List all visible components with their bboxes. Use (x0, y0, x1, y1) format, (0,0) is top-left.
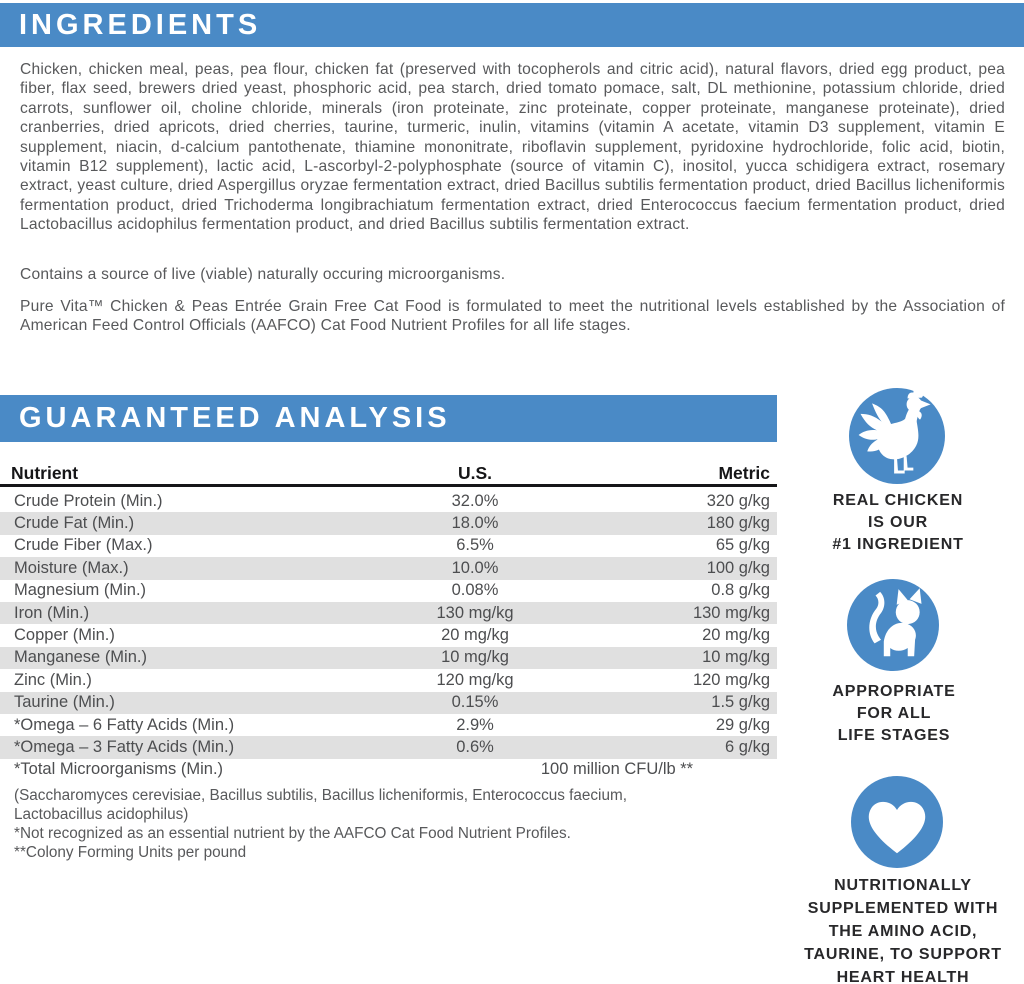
caption-line: NUTRITIONALLY (834, 877, 972, 894)
caption-line: HEART HEALTH (836, 969, 970, 984)
nutrient-cell: Copper (Min.) (14, 626, 115, 645)
us-value-cell: 18.0% (451, 514, 499, 533)
us-value-cell: 32.0% (451, 491, 499, 510)
us-value-cell: 0.15% (451, 693, 499, 712)
contains-note: Contains a source of live (viable) naturally occuring microorganisms. (20, 266, 506, 283)
table-row (0, 736, 777, 758)
footnote: *Not recognized as an essential nutrient by the AAFCO Cat Food Nutrient Profiles. (14, 825, 571, 842)
guaranteed-analysis-title: GUARANTEED ANALYSIS (19, 402, 451, 434)
caption-line: FOR ALL (856, 705, 932, 722)
table-row (0, 535, 777, 557)
caption-line: SUPPLEMENTED WITH (807, 900, 999, 917)
caption-line: THE AMINO ACID, (828, 923, 978, 940)
table-row (0, 624, 777, 646)
table-row (0, 602, 777, 624)
us-value-cell: 10 mg/kg (441, 648, 509, 667)
table-row (0, 512, 777, 534)
ingredients-text: Chicken, chicken meal, peas, pea flour, chicken fat (preserved with tocopherols and citric acid), natural flavors, dried egg product, pea fiber, flax seed, brewers dried yeast, phosphoric acid, pea starch, dried tomato pomace, salt, DL methionine, potassium chloride, dried carrots, sunflower oil, choline chloride, minerals (iron proteinate, zinc proteinate, copper proteinate, manganese proteinate), dried cranberries, dried apricots, dried cherries, taurine, turmeric, inulin, vitamins (vitamin A acetate, vitamin D3 supplement, vitamin E supplement, niacin, d-calcium pantothenate, thiamine mononitrate, riboflavin supplement, pyridoxine hydrochloride, folic acid, biotin, vitamin B12 supplement), lactic acid, L-ascorbyl-2-polyphosphate (source of vitamin C), inositol, yucca schidigera extract, rosemary extract, yeast culture, dried Aspergillus oryzae fermentation extract, dried Bacillus subtilis fermentation product, dried Bacillus licheniformis fermentation product, dried Trichoderma longibrachiatum fermentation extract, dried Enterococcus faecium fermentation product, dried Lactobacillus acidophilus fermentation product, and dried Bacillus subtilis fermentation extract. (20, 61, 1005, 234)
us-value-cell: 0.08% (451, 581, 499, 600)
ingredients-header (0, 3, 1024, 47)
table-row (0, 647, 777, 669)
metric-value-cell: 180 g/kg (706, 514, 770, 533)
column-header-metric: Metric (718, 463, 770, 483)
us-value-cell: 120 mg/kg (436, 670, 514, 689)
caption-line: LIFE STAGES (837, 727, 951, 744)
table-row (0, 714, 777, 736)
caption-line: TAURINE, TO SUPPORT (804, 946, 1002, 963)
table-row (0, 580, 777, 602)
nutrient-cell: Crude Fiber (Max.) (14, 536, 153, 555)
metric-value-cell: 0.8 g/kg (711, 581, 770, 600)
nutrient-cell: Magnesium (Min.) (14, 581, 147, 600)
us-value-cell: 20 mg/kg (441, 626, 509, 645)
us-value-cell: 2.9% (456, 715, 494, 734)
nutrient-cell: *Omega – 6 Fatty Acids (Min.) (14, 715, 235, 734)
cat-icon (847, 579, 939, 671)
guaranteed-analysis-table (0, 490, 777, 781)
metric-value-cell: 20 mg/kg (702, 626, 770, 645)
column-header-us: U.S. (457, 463, 493, 483)
nutrient-cell: Taurine (Min.) (14, 693, 115, 712)
heart-icon (851, 776, 943, 868)
us-value-cell: 0.6% (456, 737, 494, 756)
caption-line: IS OUR (868, 514, 928, 531)
chicken-icon (849, 388, 945, 484)
table-header-row (0, 463, 777, 487)
nutrient-cell: Iron (Min.) (14, 603, 90, 622)
heart-badge-caption (782, 874, 1024, 984)
cat-badge-caption (788, 681, 1000, 747)
nutrient-cell: Crude Fat (Min.) (14, 514, 135, 533)
footnote: **Colony Forming Units per pound (14, 844, 247, 861)
us-value-cell: 10.0% (451, 558, 499, 577)
column-header-nutrient: Nutrient (11, 463, 79, 483)
nutrient-cell: *Omega – 3 Fatty Acids (Min.) (14, 737, 235, 756)
metric-value-cell: 130 mg/kg (692, 603, 770, 622)
nutrient-cell: *Total Microorganisms (Min.) (14, 760, 224, 779)
footnote: (Saccharomyces cerevisiae, Bacillus subtilis, Bacillus licheniformis, Enterococcus faecium, (14, 787, 627, 804)
metric-value-cell: 320 g/kg (706, 491, 770, 510)
table-row (0, 490, 777, 512)
nutrient-cell: Manganese (Min.) (14, 648, 147, 667)
footnote: Lactobacillus acidophilus) (14, 806, 189, 823)
table-row (0, 692, 777, 714)
table-row (0, 557, 777, 579)
metric-value-cell: 65 g/kg (715, 536, 770, 555)
metric-value-cell: 6 g/kg (725, 737, 770, 756)
metric-value-cell: 10 mg/kg (702, 648, 770, 667)
caption-line: #1 INGREDIENT (832, 536, 964, 553)
footnotes (14, 786, 784, 862)
metric-value-cell: 1.5 g/kg (711, 693, 770, 712)
caption-line: APPROPRIATE (832, 683, 956, 700)
us-metric-merged-cell: 100 million CFU/lb ** (540, 760, 694, 779)
ingredients-title: INGREDIENTS (19, 8, 262, 41)
nutrient-cell: Zinc (Min.) (14, 670, 92, 689)
metric-value-cell: 29 g/kg (715, 715, 770, 734)
nutrient-cell: Crude Protein (Min.) (14, 491, 163, 510)
us-value-cell: 130 mg/kg (436, 603, 514, 622)
nutrient-cell: Moisture (Max.) (14, 558, 129, 577)
metric-value-cell: 100 g/kg (706, 558, 770, 577)
table-row (0, 669, 777, 691)
us-value-cell: 6.5% (456, 536, 494, 555)
aafco-note: Pure Vita™ Chicken & Peas Entrée Grain Free Cat Food is formulated to meet the nutritional levels established by the Association of American Feed Control Officials (AAFCO) Cat Food Nutrient Profiles for all life stages. (20, 298, 1005, 335)
metric-value-cell: 120 mg/kg (692, 670, 770, 689)
caption-line: REAL CHICKEN (832, 492, 964, 509)
guaranteed-analysis-header (0, 395, 777, 442)
table-row (0, 759, 777, 781)
chicken-badge-caption (788, 490, 1008, 556)
